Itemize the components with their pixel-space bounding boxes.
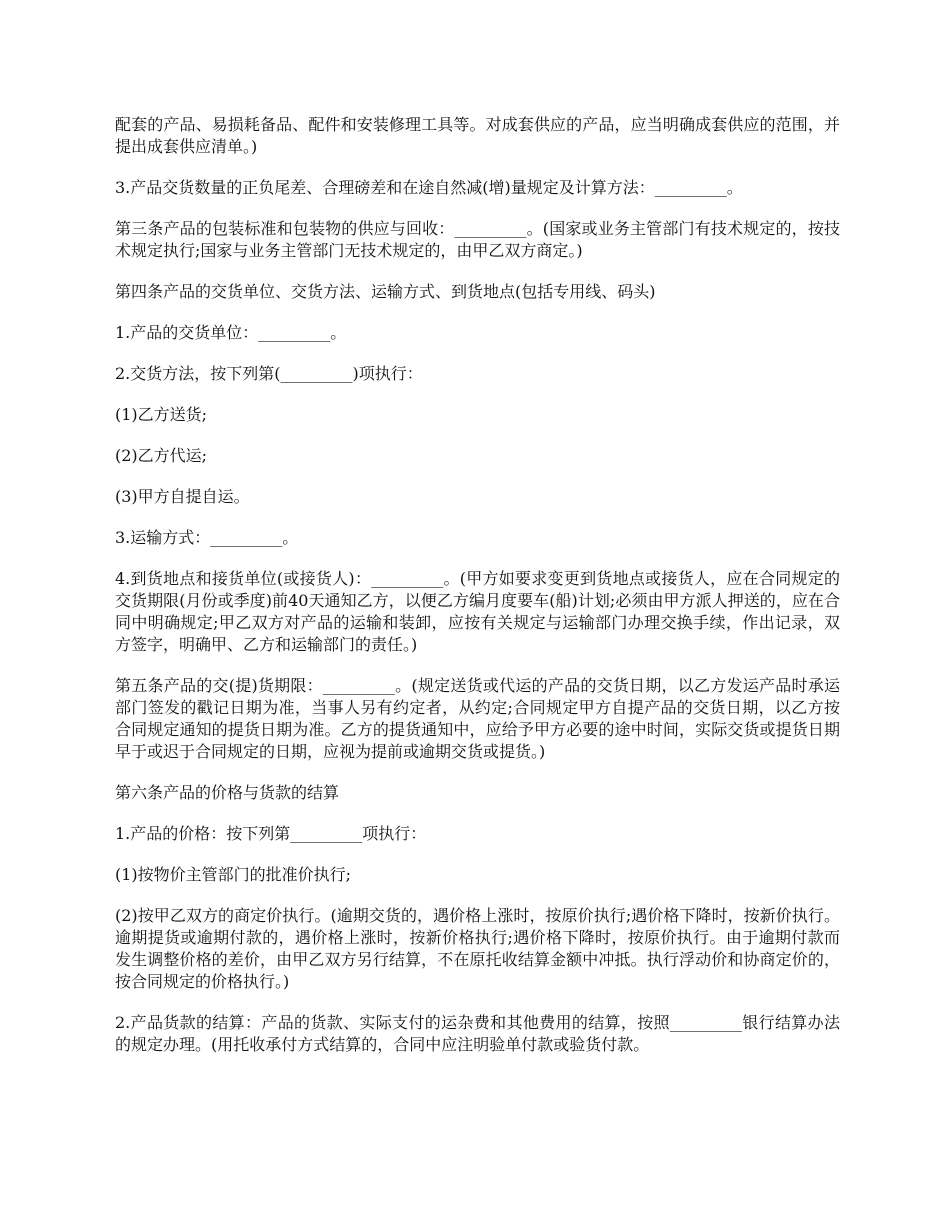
paragraph-price-option-2: (2)按甲乙双方的商定价执行。(逾期交货的，遇价格上涨时，按原价执行;遇价格下降时，按新价执行。逾期提货或逾期付款的，遇价格上涨时，按新价格执行;遇价格下降时，按原价执行。由于逾期付款而发生调整价格的差价，由甲乙双方另行结算，不在原托收结算金额中冲抵。执行浮动价和协商定价的，按合同规定的价格执行。) <box>115 906 840 991</box>
paragraph-delivery-method: 2.交货方法，按下列第(_________)项执行： <box>115 364 423 383</box>
paragraph-option-1: (1)乙方送货; <box>115 405 208 424</box>
paragraph-price-option: 1.产品的价格：按下列第_________项执行： <box>115 824 427 843</box>
paragraph-article-3-packaging: 第三条产品的包装标准和包装物的供应与回收：_________。(国家或业务主管部门有技术规定的，按技术规定执行;国家与业务主管部门无技术规定的，由甲乙双方商定。) <box>115 219 840 260</box>
paragraph-article-4-heading: 第四条产品的交货单位、交货方法、运输方式、到货地点(包括专用线、码头) <box>115 282 656 301</box>
paragraph-option-2: (2)乙方代运; <box>115 446 208 465</box>
paragraph-article-5-delivery-period: 第五条产品的交(提)货期限：_________。(规定送货或代运的产品的交货日期，以乙方发运产品时承运部门签发的戳记日期为准，当事人另有约定者，从约定;合同规定甲方自提产品的交货日期，以乙方按合同规定通知的提货日期为准。乙方的提货通知中，应给予甲方必要的途中时间，实际交货或提货日期早于或迟于合同规定的日期，应视为提前或逾期交货或提货。) <box>115 676 840 761</box>
paragraph-option-3: (3)甲方自提自运。 <box>115 487 250 506</box>
paragraph-quantity-tolerance: 3.产品交货数量的正负尾差、合理磅差和在途自然减(增)量规定及计算方法：_________。 <box>115 178 743 197</box>
paragraph-scope-continuation: 配套的产品、易损耗备品、配件和安装修理工具等。对成套供应的产品，应当明确成套供应的范围，并提出成套供应清单。) <box>115 115 840 156</box>
paragraph-article-6-heading: 第六条产品的价格与货款的结算 <box>115 783 340 802</box>
paragraph-payment-settlement: 2.产品货款的结算：产品的货款、实际支付的运杂费和其他费用的结算，按照_________银行结算办法的规定办理。(用托收承付方式结算的，合同中应注明验单付款或验货付款。 <box>115 1013 840 1054</box>
paragraph-price-option-1: (1)按物价主管部门的批准价执行; <box>115 865 352 884</box>
paragraph-arrival-location: 4.到货地点和接货单位(或接货人)：_________。(甲方如要求变更到货地点或接货人，应在合同规定的交货期限(月份或季度)前40天通知乙方，以便乙方编月度要车(船)计划;必须由甲方派人押送的，应在合同中明确规定;甲乙双方对产品的运输和装卸，应按有关规定与运输部门办理交换手续，作出记录，双方签字，明确甲、乙方和运输部门的责任。) <box>115 569 840 654</box>
paragraph-delivery-unit: 1.产品的交货单位：_________。 <box>115 323 347 342</box>
document-page <box>115 114 840 1075</box>
paragraph-transport-mode: 3.运输方式：_________。 <box>115 528 299 547</box>
